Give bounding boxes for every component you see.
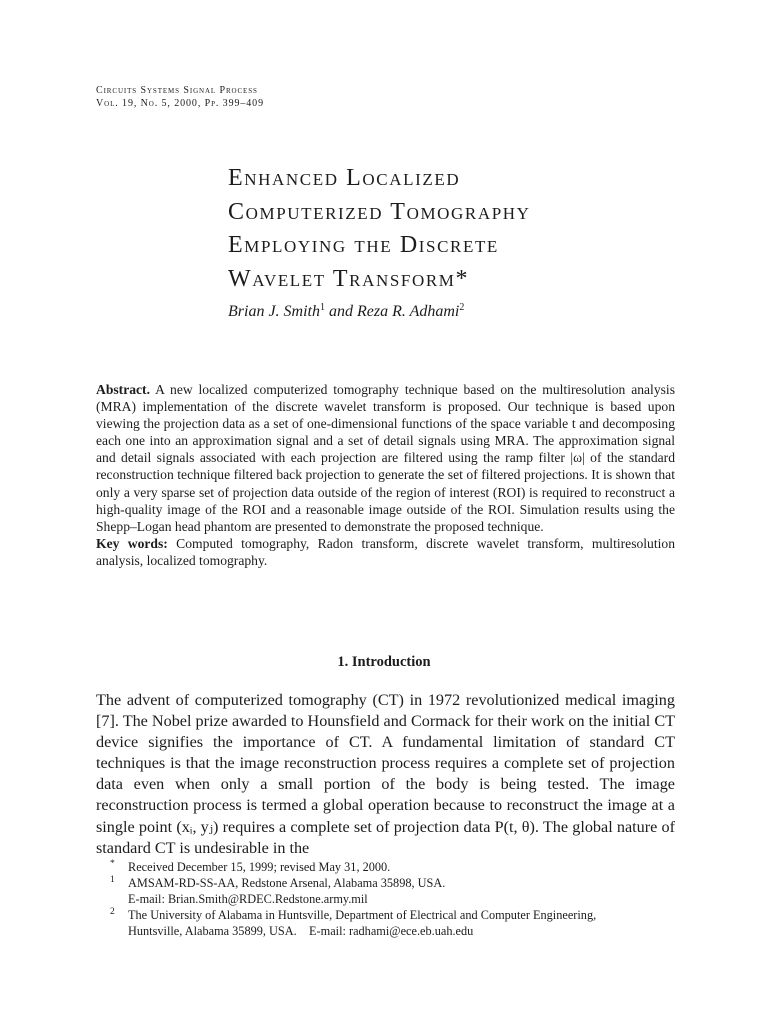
journal-volume: Vol. 19, No. 5, 2000, Pp. 399–409 [96,98,264,109]
footnote-2-affiliation: The University of Alabama in Huntsville, Department of Electrical and Computer Engineering, [128,907,597,922]
footnote-received-text: Received December 15, 1999; revised May 31, 2000. [128,860,391,874]
abstract-text: A new localized computerized tomography technique based on the multiresolution analysis (MRA) implementation of the discrete wavelet transform is proposed. Our technique is based upon viewing the projection data as a set of one-dimensional functions of the space variable t and decomposing each one into an approximation signal and a set of detail signals using MRA. The approximation signal and detail signals associated with each projection are filtered using the ramp filter |ω| of the standard reconstruction technique filtered back projection to generate the set of filtered projections. It is shown that only a very sparse set of projection data outside of the region of interest (ROI) is required to reconstruct a high-quality image of the ROI and a reasonable image outside of the ROI. Simulation results using the Shepp–Logan head phantom are presented to demonstrate the proposed technique. [96,382,675,534]
abstract-paragraph [96,381,675,535]
title-line-3: Employing the Discrete [228,232,499,258]
footnote-1-address: AMSAM-RD-SS-AA, Redstone Arsenal, Alabama 35898, USA. [128,875,446,890]
introduction-paragraph: The advent of computerized tomography (CT) in 1972 revolutionized medical imaging [7]. The Nobel prize awarded to Hounsfield and Cormack for their work on the initial CT device signifies the importance of CT. A fundamental limitation of standard CT techniques is that the image reconstruction process requires a complete set of projection data even when only a small portion of the body is being tested. The image reconstruction process is termed a global operation because to reconstruct the image at a single point (xᵢ, yⱼ) requires a complete set of projection data P(t, θ). The global nature of standard CT is undesirable in the [96,691,675,857]
journal-header [96,84,264,110]
footnote-1-mark: 1 [110,874,115,885]
abstract-label: Abstract. [96,382,150,397]
footnote-2 [106,908,681,940]
paper-title [228,162,688,296]
footnote-received [106,860,681,876]
footnote-2-address-email: Huntsville, Alabama 35899, USA. E-mail: radhami@ece.eb.uah.edu [128,923,474,938]
title-line-1: Enhanced Localized [228,165,461,191]
abstract [96,381,675,569]
keywords-label: Key words: [96,535,168,551]
author-2: Reza R. Adhami [357,303,460,320]
footnotes [106,860,681,940]
author-1: Brian J. Smith [228,303,320,320]
title-line-4: Wavelet Transform* [228,265,470,292]
footnote-2-mark: 2 [110,906,115,917]
footnote-1 [106,876,681,908]
title-line-2: Computerized Tomography [228,198,531,225]
footnote-1-email: E-mail: Brian.Smith@RDEC.Redstone.army.mil [128,891,368,906]
journal-name: Circuits Systems Signal Process [96,85,258,96]
author-list [228,303,464,321]
author-conjunction: and [325,303,357,320]
keywords-paragraph [96,535,675,569]
introduction-body [96,690,675,859]
author-1-affiliation-mark: 1 [320,302,325,313]
footnote-star-mark: * [110,859,115,869]
keywords-text: Computed tomography, Radon transform, discrete wavelet transform, multiresolution analysis, localized tomography. [96,535,676,568]
author-2-affiliation-mark: 2 [459,302,465,313]
section-heading-introduction: 1. Introduction [337,654,431,670]
